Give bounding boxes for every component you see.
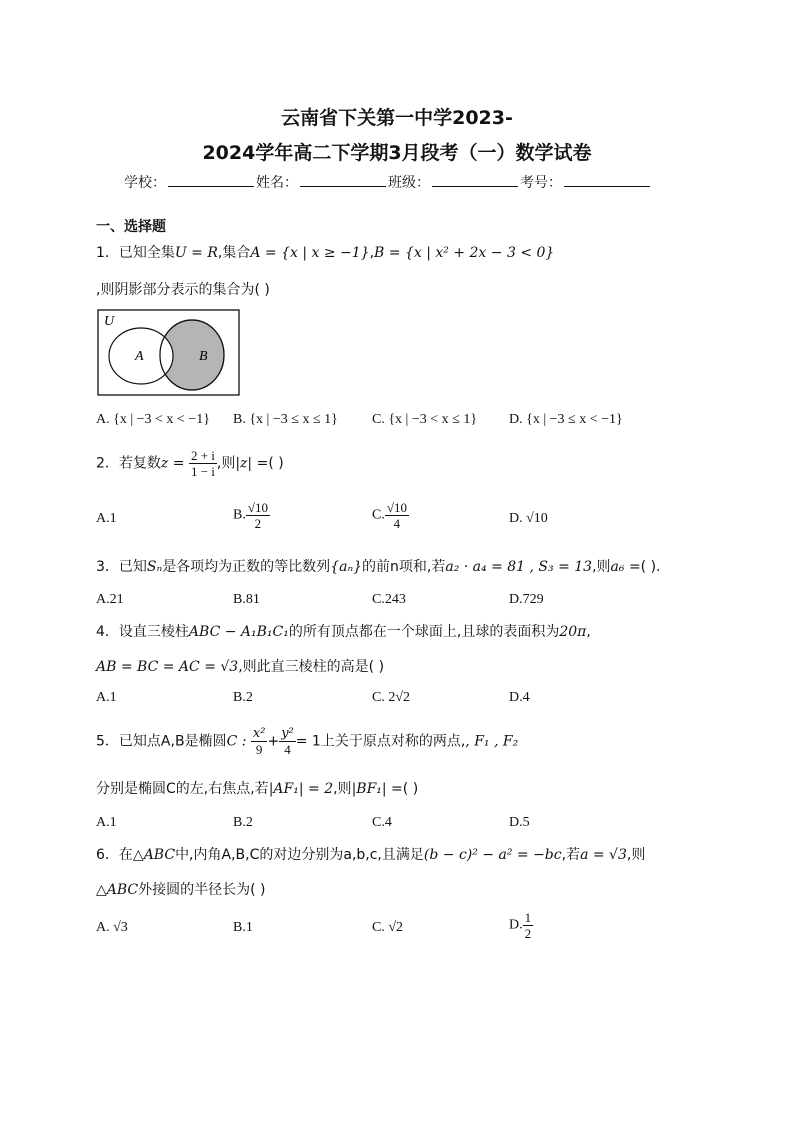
q5-fraction-x: $\frac{\text{x²}}{9}$ (252, 726, 266, 757)
question-3-stem (96, 556, 661, 576)
q2-option-c[interactable]: C. $\frac{√10}{4}$ (372, 500, 407, 531)
q2-option-a[interactable]: A.1 (96, 511, 117, 526)
school-label: 学校： (124, 175, 166, 191)
venn-label-u: U (104, 314, 115, 329)
q4-math-a: ABC − A₁B₁C₁ (188, 624, 289, 640)
q5-fraction-y: $\frac{\text{y²}}{4}$ (281, 726, 294, 757)
q2-text-b: ,则 (216, 455, 236, 472)
q4-text-a: 设直三棱柱 (118, 624, 189, 640)
q6-option-b[interactable]: B.1 (233, 920, 253, 935)
question-6-line2: △ABC外接圆的半径长为( ) (96, 882, 266, 898)
q1-text-a: 已知全集 (118, 245, 175, 261)
question-number: 1． (96, 245, 119, 261)
q4-line2-math: AB = BC = AC = √3 (96, 659, 239, 675)
venn-label-a: A (135, 349, 144, 364)
q4-option-b[interactable]: B.2 (233, 690, 253, 705)
question-4-stem (96, 621, 591, 641)
q3-math-c: a₂ · a₄ = 81 , S₃ = 13 (445, 559, 593, 575)
q4-option-c[interactable]: C. 2√2 (372, 690, 411, 705)
question-1-stem (96, 242, 554, 262)
q1-math-a: U = R (174, 245, 218, 261)
q5-option-d[interactable]: D.5 (509, 815, 530, 830)
q2-fraction: $\frac{2 + i}{1 - i}$ (190, 448, 215, 479)
class-blank[interactable] (432, 174, 518, 187)
q6-option-a[interactable]: A. √3 (96, 920, 128, 935)
name-label: 姓名： (256, 175, 298, 191)
q2-math-b: |z| = (235, 455, 269, 472)
question-6-stem: 6．在△ABC中,内角A,B,C的对边分别为a,b,c,且满足(b − c)² − a² = −bc,若a = √3,则 (96, 847, 646, 863)
question-number: 5． (96, 733, 119, 750)
q5-option-b[interactable]: B.2 (233, 815, 253, 830)
exam-no-blank[interactable] (564, 174, 650, 187)
q1-math-b: A = {x | x ≥ −1} (250, 245, 370, 261)
q4-text-c: , (586, 624, 591, 640)
q4-math-b: 20π (559, 624, 587, 640)
q4-text-b: 的所有顶点都在一个球面上,且球的表面积为 (288, 624, 560, 640)
q5-text-b: 上关于原点对称的两点, (320, 733, 466, 750)
q3-text-e: ( ). (640, 559, 661, 575)
page-title-line2: 2024学年高二下学期3月段考（一）数学试卷 (202, 142, 592, 164)
q2-text-a: 若复数 (118, 455, 161, 472)
venn-diagram (97, 309, 241, 397)
q3-text-d: ,则 (592, 559, 611, 575)
q3-option-d[interactable]: D.729 (509, 592, 544, 607)
q3-text-c: 的前n项和,若 (362, 559, 446, 575)
school-blank[interactable] (168, 174, 254, 187)
question-number: 6． (96, 847, 119, 863)
q5-math-a: C : (226, 733, 247, 750)
q2-option-d[interactable]: D. √10 (509, 511, 548, 526)
section-heading: 一、选择题 (96, 219, 166, 235)
student-info-row (124, 172, 652, 192)
q1-option-a[interactable]: A. {x | −3 < x < −1} (96, 412, 210, 427)
q5-text-a: 已知点A,B是椭圆 (118, 733, 227, 750)
q5-math-b: , F₁ , F₂ (465, 733, 519, 750)
q2-text-c: ( ) (268, 455, 284, 472)
question-5-line2: 分别是椭圆C的左,右焦点,若|AF₁| = 2,则|BF₁| =( ) (96, 781, 419, 797)
q1-text-b: ,集合 (217, 245, 251, 261)
q4-option-a[interactable]: A.1 (96, 690, 117, 705)
question-1-line2: ,则阴影部分表示的集合为( ) (96, 282, 270, 298)
q3-math-d: a₆ = (610, 559, 641, 575)
q3-option-c[interactable]: C.243 (372, 592, 406, 607)
class-label: 班级： (388, 175, 430, 191)
question-4-line2 (96, 656, 384, 676)
q2-math-lhs: z = (160, 455, 185, 472)
q1-text-c: , (369, 245, 375, 261)
question-number: 2． (96, 455, 119, 472)
q3-math-b: {aₙ} (330, 559, 363, 575)
q1-option-b[interactable]: B. {x | −3 ≤ x ≤ 1} (233, 412, 338, 427)
q1-option-c[interactable]: C. {x | −3 < x ≤ 1} (372, 412, 478, 427)
q4-option-d[interactable]: D.4 (509, 690, 530, 705)
q5-option-c[interactable]: C.4 (372, 815, 392, 830)
exam-no-label: 考号： (520, 175, 562, 191)
q6-option-d[interactable]: D. $\frac{1}{2}$ (509, 910, 532, 941)
q3-option-a[interactable]: A.21 (96, 592, 124, 607)
q3-option-b[interactable]: B.81 (233, 592, 260, 607)
name-blank[interactable] (300, 174, 386, 187)
question-number: 4． (96, 624, 119, 640)
q3-math-a: Sₙ (146, 559, 163, 575)
q6-option-c[interactable]: C. √2 (372, 920, 404, 935)
q3-text-b: 是各项均为正数的等比数列 (162, 559, 331, 575)
question-5-stem: 5．已知点A,B是椭圆C : $\frac{\text{x²}}{9}$ + $\frac{\text{y²}}{4}$ = 1上关于原点对称的两点,, F₁ , F₂ (96, 726, 519, 757)
q2-option-b[interactable]: B. $\frac{√10}{2}$ (233, 500, 268, 531)
venn-label-b: B (199, 349, 208, 364)
q3-text-a: 已知 (118, 559, 147, 575)
question-2-stem (96, 448, 284, 479)
question-number: 3． (96, 559, 119, 575)
q4-line2-text: ,则此直三棱柱的高是( ) (238, 659, 385, 675)
page-title-line1: 云南省下关第一中学2023- (281, 107, 513, 129)
q5-option-a[interactable]: A.1 (96, 815, 117, 830)
q1-option-d[interactable]: D. {x | −3 ≤ x < −1} (509, 412, 623, 427)
q1-math-c: B = {x | x² + 2x − 3 < 0} (374, 245, 555, 261)
